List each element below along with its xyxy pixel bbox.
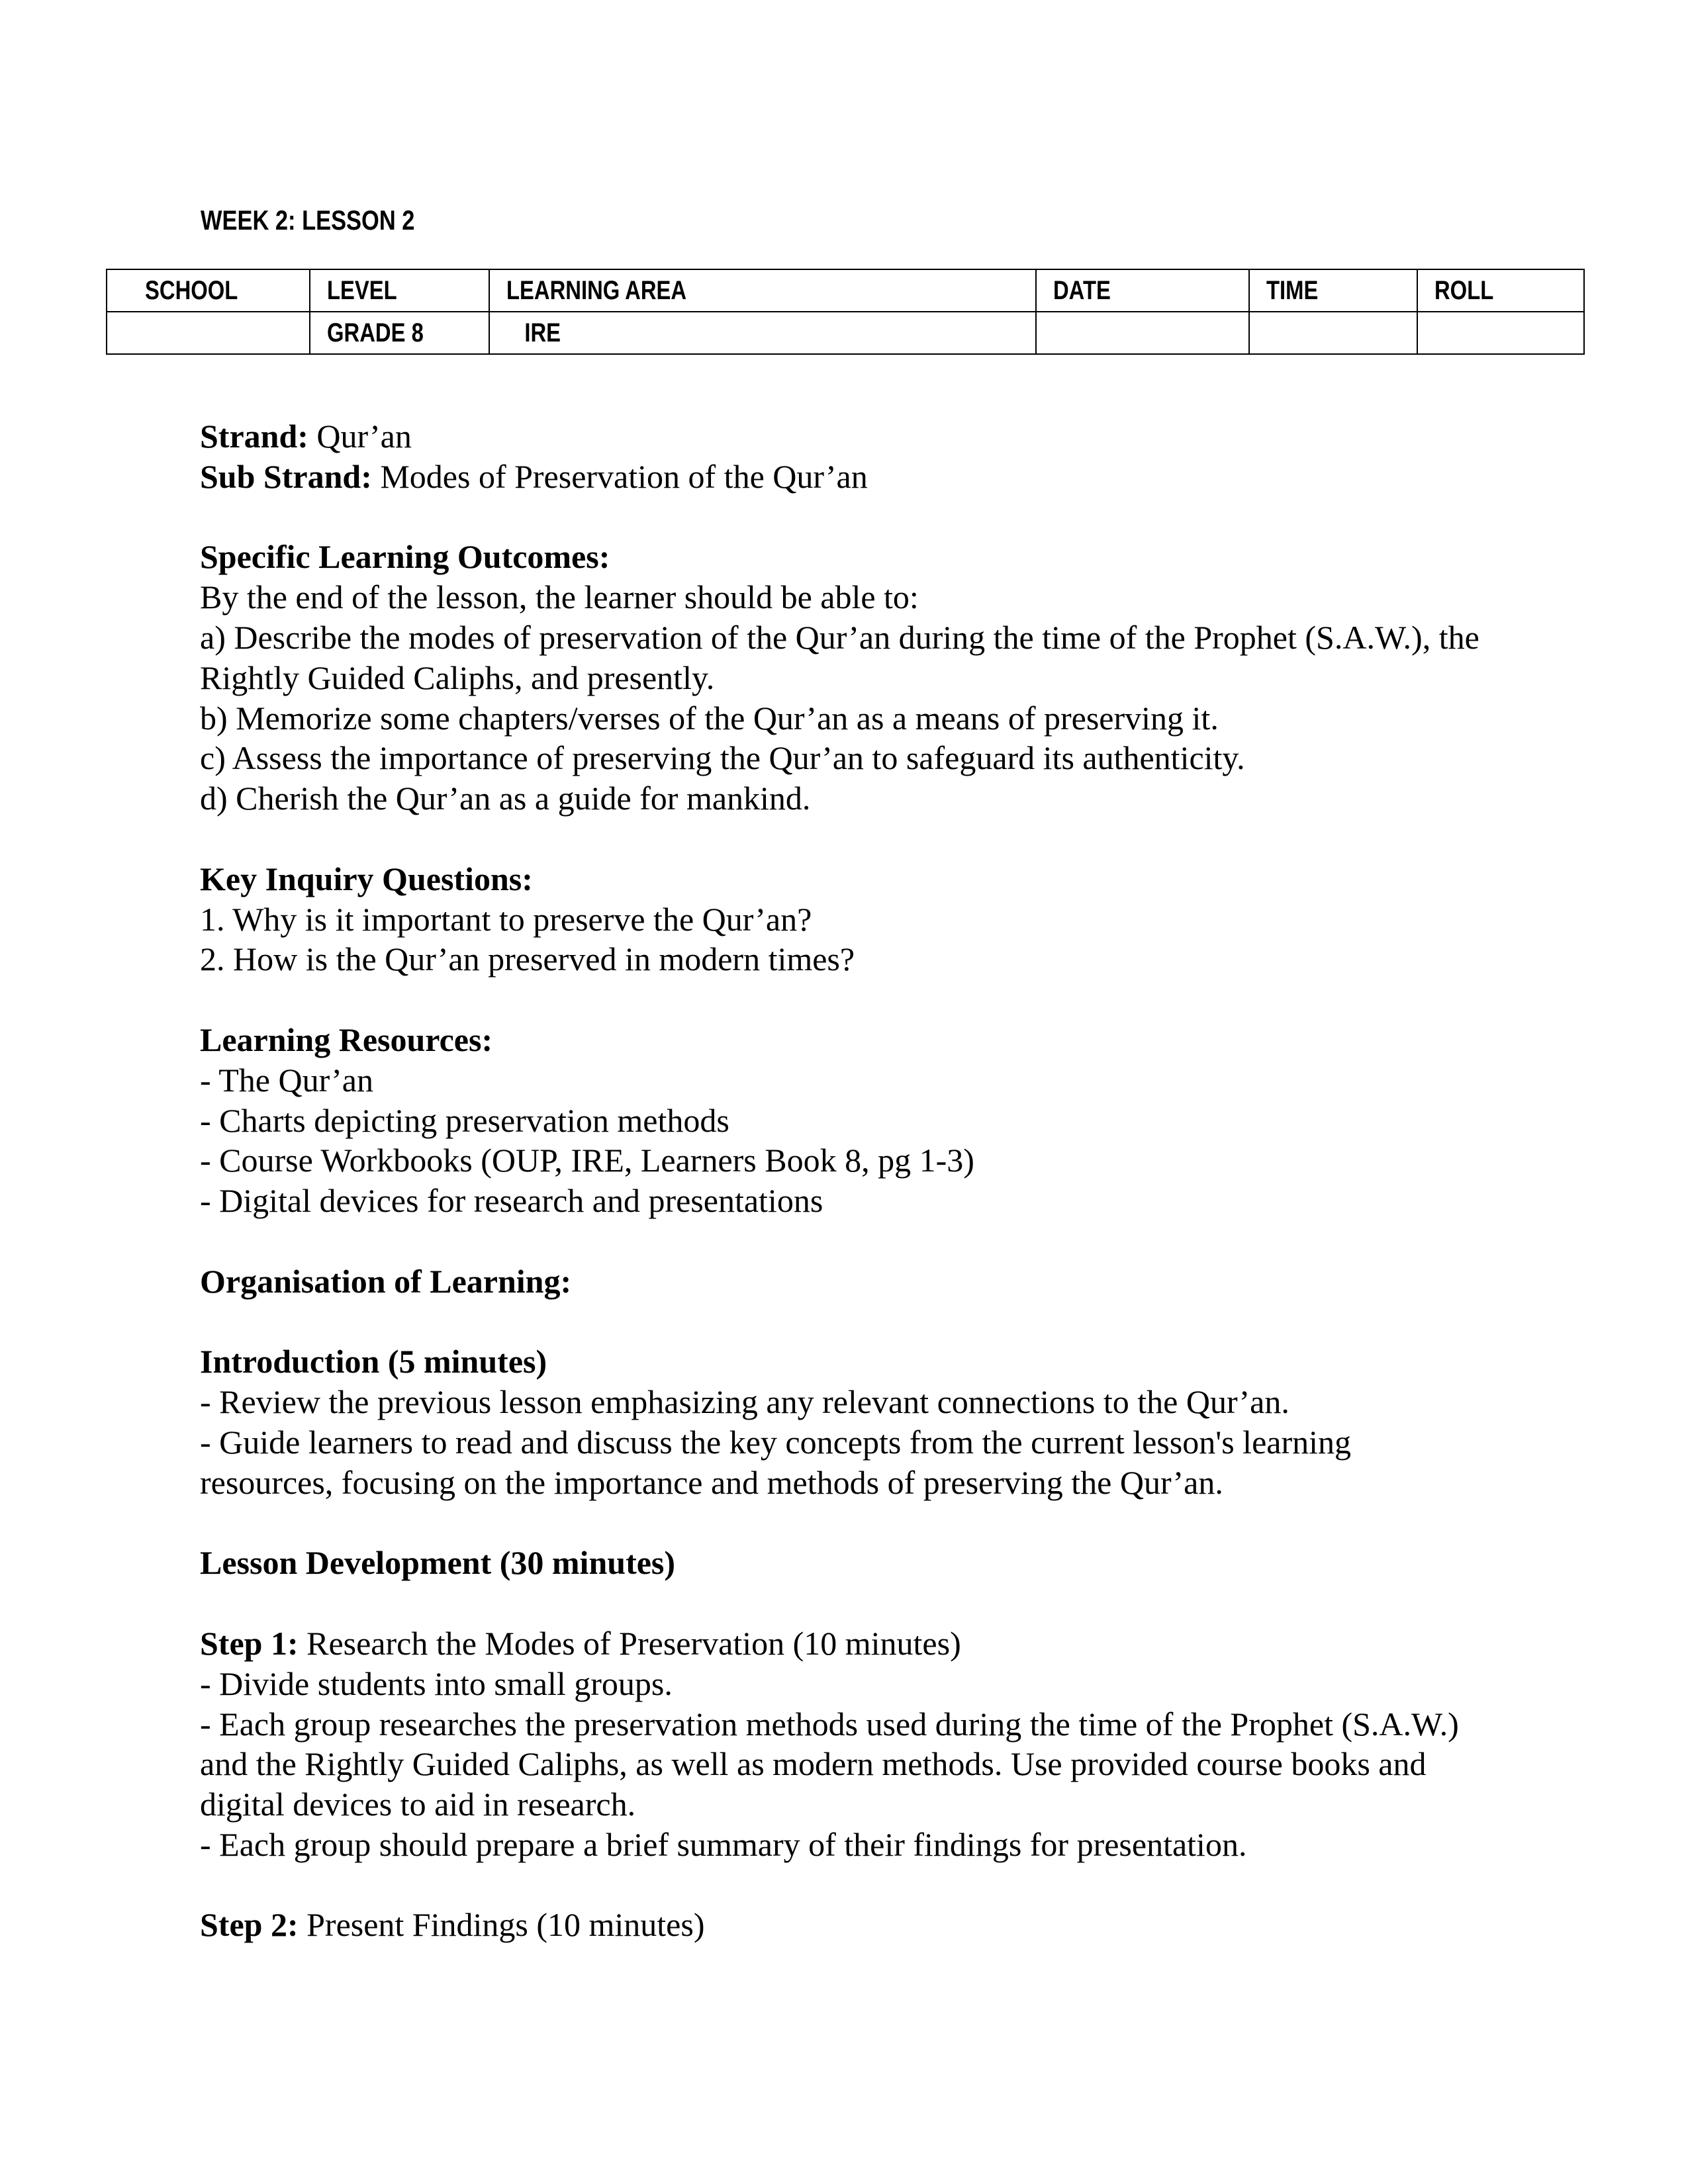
inquiry-question: 2. How is the Qur’an preserved in modern times?	[200, 940, 855, 978]
development-heading: Lesson Development (30 minutes)	[200, 1544, 676, 1582]
outcome-line: Rightly Guided Caliphs, and presently.	[200, 659, 715, 696]
step1-line: digital devices to aid in research.	[200, 1786, 636, 1823]
step1-title-line	[200, 1623, 1524, 1664]
cell-time	[1249, 312, 1417, 354]
header-learning-area: LEARNING AREA	[489, 269, 1036, 312]
cell-roll	[1417, 312, 1584, 354]
resource-item: - Course Workbooks (OUP, IRE, Learners Book 8, pg 1-3)	[200, 1142, 974, 1179]
sub-strand-line	[200, 457, 1524, 497]
cell-date	[1036, 312, 1249, 354]
strand-label: Strand:	[200, 418, 308, 455]
week-lesson-heading: WEEK 2: LESSON 2	[201, 205, 415, 236]
cell-school	[107, 312, 310, 354]
inquiry-question: 1. Why is it important to preserve the Qur’an?	[200, 900, 812, 938]
strand-value: Qur’an	[308, 418, 412, 455]
introduction-heading: Introduction (5 minutes)	[200, 1343, 547, 1381]
header-level: LEVEL	[310, 269, 489, 312]
table-value-row	[107, 312, 1584, 354]
outcomes-heading: Specific Learning Outcomes:	[200, 538, 610, 576]
table-header-row	[107, 269, 1584, 312]
step2-title-line	[200, 1905, 1524, 1945]
step1-line: - Each group should prepare a brief summary of their findings for presentation.	[200, 1825, 1247, 1863]
lesson-info-table	[106, 269, 1585, 355]
cell-level: GRADE 8	[310, 312, 489, 354]
resources-heading: Learning Resources:	[200, 1021, 493, 1058]
step1-label: Step 1:	[200, 1624, 299, 1662]
outcome-line: a) Describe the modes of preservation of the Qur’an during the time of the Prophet (S.A.W.), the	[200, 618, 1479, 656]
organisation-heading: Organisation of Learning:	[200, 1262, 572, 1300]
step1-line: and the Rightly Guided Caliphs, as well as modern methods. Use provided course books and	[200, 1745, 1427, 1783]
outcome-line: c) Assess the importance of preserving the Qur’an to safeguard its authenticity.	[200, 739, 1245, 777]
step1-line: - Divide students into small groups.	[200, 1664, 673, 1702]
header-school: SCHOOL	[107, 269, 310, 312]
sub-strand-value: Modes of Preservation of the Qur’an	[371, 457, 868, 495]
step2-title: Present Findings (10 minutes)	[298, 1906, 705, 1944]
strand-line	[200, 416, 1524, 457]
outcomes-intro: By the end of the lesson, the learner should be able to:	[200, 578, 919, 616]
introduction-line: resources, focusing on the importance and methods of preserving the Qur’an.	[200, 1463, 1223, 1501]
sub-strand-label: Sub Strand:	[200, 457, 372, 495]
lesson-plan-body	[200, 416, 1524, 1945]
header-time: TIME	[1249, 269, 1417, 312]
step1-line: - Each group researches the preservation methods used during the time of the Prophet (S.A.W.)	[200, 1705, 1459, 1743]
header-roll: ROLL	[1417, 269, 1584, 312]
inquiry-heading: Key Inquiry Questions:	[200, 860, 533, 897]
cell-learning-area: IRE	[489, 312, 1036, 354]
outcome-line: b) Memorize some chapters/verses of the Qur’an as a means of preserving it.	[200, 699, 1219, 737]
resource-item: - The Qur’an	[200, 1061, 373, 1099]
step1-title: Research the Modes of Preservation (10 minutes)	[298, 1624, 961, 1662]
step2-label: Step 2:	[200, 1906, 299, 1944]
header-date: DATE	[1036, 269, 1249, 312]
introduction-line: - Guide learners to read and discuss the key concepts from the current lesson's learning	[200, 1423, 1351, 1461]
resource-item: - Digital devices for research and presentations	[200, 1182, 823, 1220]
introduction-line: - Review the previous lesson emphasizing any relevant connections to the Qur’an.	[200, 1383, 1289, 1421]
outcome-line: d) Cherish the Qur’an as a guide for mankind.	[200, 780, 811, 817]
resource-item: - Charts depicting preservation methods	[200, 1101, 729, 1139]
